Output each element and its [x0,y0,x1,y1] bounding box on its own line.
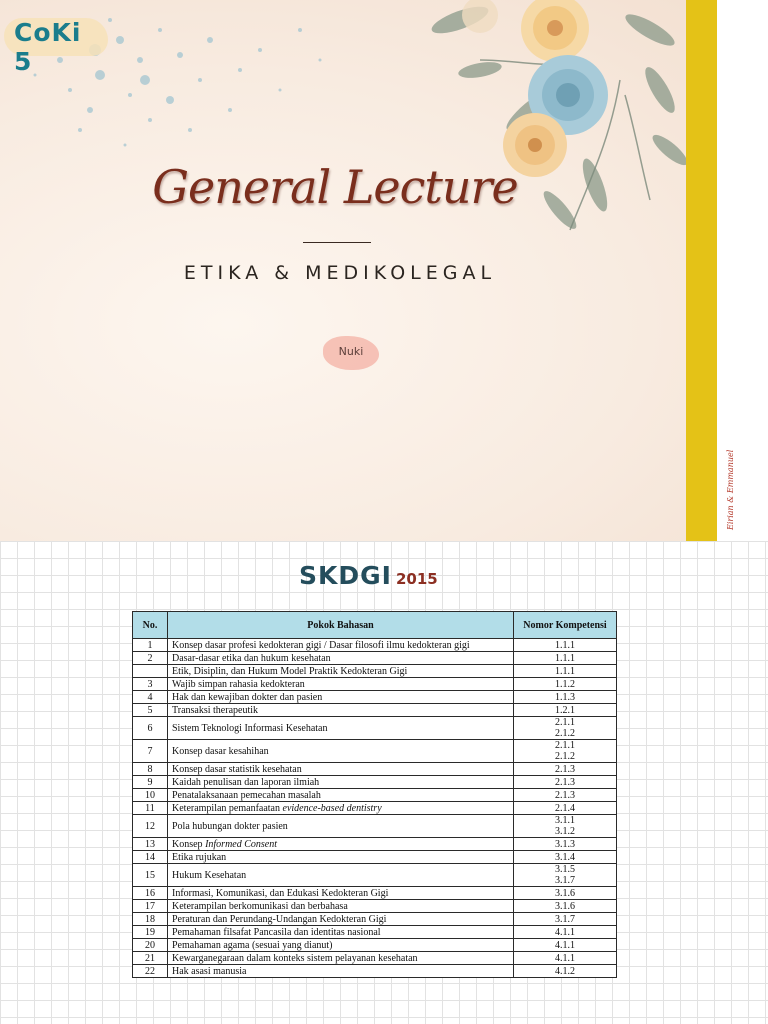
row-topic [168,665,514,678]
row-topic-text: Penatalaksanaan pemecahan masalah [172,789,321,801]
competency-code: 2.1.1 [555,740,575,751]
table-row [133,763,617,776]
row-topic [168,887,514,900]
row-number: 7 [133,740,168,763]
row-number: 13 [133,838,168,851]
row-competency [514,776,617,789]
row-number: 14 [133,851,168,864]
row-topic [168,952,514,965]
row-number: 21 [133,952,168,965]
row-number: 15 [133,864,168,887]
row-number: 9 [133,776,168,789]
row-competency [514,704,617,717]
table-row [133,652,617,665]
competency-code: 1.1.2 [555,678,575,690]
competency-code: 1.1.1 [555,652,575,664]
row-topic [168,763,514,776]
row-competency [514,717,617,740]
row-competency [514,815,617,838]
table-row [133,851,617,864]
margin-strip [717,0,768,541]
table-row [133,717,617,740]
table-row [133,740,617,763]
row-number: 1 [133,639,168,652]
slide-title: General Lecture [152,160,518,214]
competency-table [132,611,617,978]
table-row [133,900,617,913]
competency-code: 1.1.1 [555,639,575,651]
row-topic-text: Hak dan kewajiban dokter dan pasien [172,691,323,703]
row-topic-text: Hukum Kesehatan [172,869,247,881]
row-topic-text: Informasi, Komunikasi, dan Edukasi Kedokteran Gigi [172,887,389,899]
row-topic [168,740,514,763]
row-competency [514,952,617,965]
skdgi-title: SKDGI [299,561,392,590]
table-row [133,913,617,926]
header-no: No. [133,612,168,639]
competency-code: 3.1.6 [555,900,575,912]
table-row [133,639,617,652]
row-topic [168,678,514,691]
row-topic-text: Pemahaman agama (sesuai yang dianut) [172,939,333,951]
row-topic-text: Konsep dasar profesi kedokteran gigi / Dasar filosofi ilmu kedokteran gigi [172,639,470,651]
competency-code: 1.1.1 [555,665,575,677]
competency-code: 2.1.1 [555,717,575,728]
competency-code: 4.1.2 [555,965,575,977]
table-row [133,926,617,939]
competency-code: 2.1.2 [555,728,575,739]
table-row [133,965,617,978]
competency-code: 3.1.3 [555,838,575,850]
row-topic-text: Dasar-dasar etika dan hukum kesehatan [172,652,331,664]
row-topic [168,838,514,851]
competency-code: 3.1.4 [555,851,575,863]
row-topic [168,639,514,652]
row-number: 4 [133,691,168,704]
row-topic [168,704,514,717]
table-row [133,939,617,952]
row-topic [168,776,514,789]
competency-code: 3.1.1 [555,815,575,826]
table-row [133,665,617,678]
row-number: 18 [133,913,168,926]
slide-subtitle: ETIKA & MEDIKOLEGAL [183,262,497,284]
header-komp: Nomor Kompetensi [514,612,617,639]
row-competency [514,926,617,939]
row-number: 5 [133,704,168,717]
row-topic-text: Kewarganegaraan dalam konteks sistem pelayanan kesehatan [172,952,418,964]
competency-code: 1.2.1 [555,704,575,716]
competency-code: 4.1.1 [555,926,575,938]
row-competency [514,652,617,665]
row-competency [514,802,617,815]
row-topic [168,691,514,704]
row-topic [168,965,514,978]
competency-code: 3.1.2 [555,826,575,837]
competency-code: 1.1.3 [555,691,575,703]
competency-code: 2.1.3 [555,763,575,775]
competency-code: 3.1.5 [555,864,575,875]
table-body [133,639,617,978]
row-topic-text: Pola hubungan dokter pasien [172,820,288,832]
row-topic-text: Peraturan dan Perundang-Undangan Kedokteran Gigi [172,913,387,925]
table-row [133,864,617,887]
table-row [133,802,617,815]
row-topic-text: Kaidah penulisan dan laporan ilmiah [172,776,320,788]
row-topic-text: Hak asasi manusia [172,965,247,977]
row-topic [168,851,514,864]
row-topic-text: Konsep [172,838,206,850]
row-competency [514,939,617,952]
row-number: 20 [133,939,168,952]
competency-code: 4.1.1 [555,939,575,951]
row-competency [514,639,617,652]
row-topic-text: Transaksi therapeutik [172,704,259,716]
row-number: 10 [133,789,168,802]
competency-code: 2.1.2 [555,751,575,762]
table-header-row [133,612,617,639]
row-competency [514,965,617,978]
table-row [133,704,617,717]
credit-text: Eirian & Emmanuel [726,449,735,530]
credit-signature [726,449,740,540]
row-number: 6 [133,717,168,740]
tag-label: CoKi 5 [14,18,82,76]
row-competency [514,665,617,678]
competency-code: 2.1.3 [555,776,575,788]
accent-bar [686,0,717,541]
row-number: 17 [133,900,168,913]
table-row [133,776,617,789]
table-row [133,952,617,965]
row-number: 8 [133,763,168,776]
row-competency [514,900,617,913]
row-topic-italic: evidence-based dentistry [282,802,382,814]
title-divider [303,242,371,243]
row-competency [514,789,617,802]
row-topic [168,939,514,952]
competency-code: 3.1.7 [555,875,575,886]
competency-code: 3.1.7 [555,913,575,925]
row-topic-text: Konsep dasar statistik kesehatan [172,763,302,775]
row-number: 11 [133,802,168,815]
row-topic-text: Sistem Teknologi Informasi Kesehatan [172,722,328,734]
row-competency [514,838,617,851]
row-competency [514,740,617,763]
table-row [133,678,617,691]
row-competency [514,864,617,887]
row-topic-text: Pemahaman filsafat Pancasila dan identitas nasional [172,926,381,938]
row-number: 19 [133,926,168,939]
table-row [133,838,617,851]
row-competency [514,851,617,864]
table-row [133,691,617,704]
row-number: 12 [133,815,168,838]
author-name: Nuki [338,345,364,358]
table-row [133,789,617,802]
row-topic-text: Etika rujukan [172,851,227,863]
row-topic [168,789,514,802]
skdgi-heading [299,561,439,597]
row-topic-text: Wajib simpan rahasia kedokteran [172,678,305,690]
row-number: 16 [133,887,168,900]
row-number: 22 [133,965,168,978]
row-topic [168,717,514,740]
row-number: 2 [133,652,168,665]
competency-code: 4.1.1 [555,952,575,964]
skdgi-year: 2015 [395,570,438,588]
competency-code: 2.1.4 [555,802,575,814]
row-topic [168,864,514,887]
row-topic [168,913,514,926]
table-row [133,815,617,838]
row-topic-text: Keterampilan berkomunikasi dan berbahasa [172,900,348,912]
row-competency [514,913,617,926]
coki-tag [4,14,108,76]
table-row [133,887,617,900]
row-topic [168,815,514,838]
skdgi-slide [0,541,768,1024]
row-topic [168,652,514,665]
row-topic-italic: Informed Consent [205,838,278,850]
row-competency [514,887,617,900]
header-topic: Pokok Bahasan [168,612,514,639]
row-number: 3 [133,678,168,691]
row-topic [168,802,514,815]
row-topic [168,900,514,913]
row-competency [514,763,617,776]
competency-code: 2.1.3 [555,789,575,801]
row-competency [514,691,617,704]
row-topic-text: Keterampilan pemanfaatan [172,802,283,814]
competency-code: 3.1.6 [555,887,575,899]
row-topic [168,926,514,939]
row-topic-text: Konsep dasar kesahihan [172,745,269,757]
row-topic-text: Etik, Disiplin, dan Hukum Model Praktik Kedokteran Gigi [172,665,408,677]
row-competency [514,678,617,691]
author-badge [323,334,379,372]
row-number [133,665,168,678]
